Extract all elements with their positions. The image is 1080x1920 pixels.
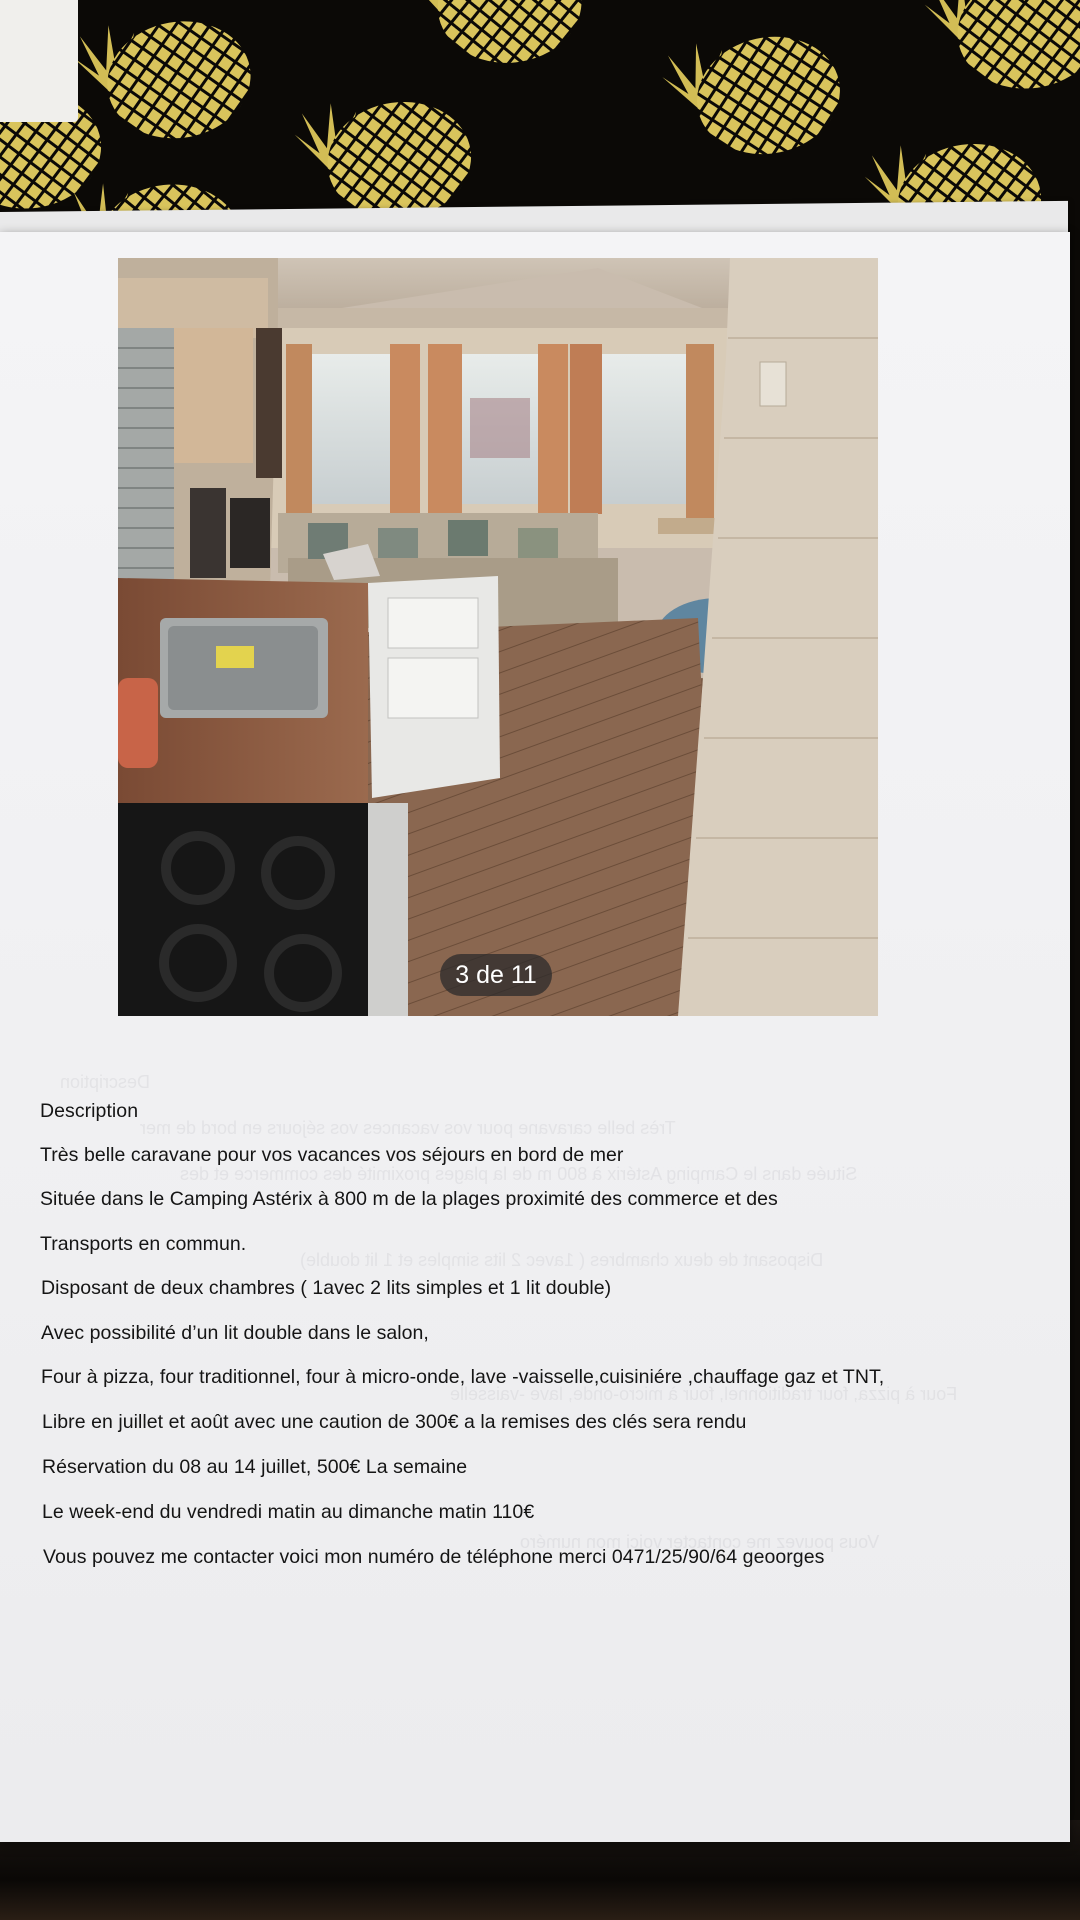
description-line: Très belle caravane pour vos vacances vos séjours en bord de mer xyxy=(40,1144,624,1166)
description-line: Le week-end du vendredi matin au dimanche matin 110€ xyxy=(42,1501,535,1523)
description-line: Four à pizza, four traditionnel, four à micro-onde, lave -vaisselle,cuisiniére ,chauffage gaz et TNT, xyxy=(41,1366,885,1388)
caravan-interior-photo xyxy=(118,258,878,1016)
description-heading: Description xyxy=(40,1100,139,1122)
description-line: Libre en juillet et août avec une caution de 300€ a la remises des clés sera rendu xyxy=(42,1411,747,1433)
printed-listing-sheet: Description Très belle caravane pour vos vacances vos séjours en bord de mer Située dans le Camping Astérix à 800 m de la plages proximité des commerce et des Disposant de deux chambres ( 1avec 2 lits simples et 1 lit double) Four à pizza, four traditionnel, four à micro-onde, lave -vaisselle Vous pouvez me contacter voici mon numéro xyxy=(0,232,1070,1842)
caravan-interior-image-icon xyxy=(118,258,878,1016)
description-line: Réservation du 08 au 14 juillet, 500€ La semaine xyxy=(42,1456,468,1478)
description-line: Transports en commun. xyxy=(40,1233,247,1255)
description-line: Située dans le Camping Astérix à 800 m de la plages proximité des commerce et des xyxy=(40,1188,778,1210)
corner-paper-sheet xyxy=(0,0,78,122)
photo-counter-badge: 3 de 11 xyxy=(440,954,552,996)
description-line: Avec possibilité d’un lit double dans le salon, xyxy=(41,1322,429,1344)
description-line: Vous pouvez me contacter voici mon numéro de téléphone merci 0471/25/90/64 geoorges xyxy=(43,1546,825,1568)
description-line: Disposant de deux chambres ( 1avec 2 lits simples et 1 lit double) xyxy=(41,1277,612,1299)
